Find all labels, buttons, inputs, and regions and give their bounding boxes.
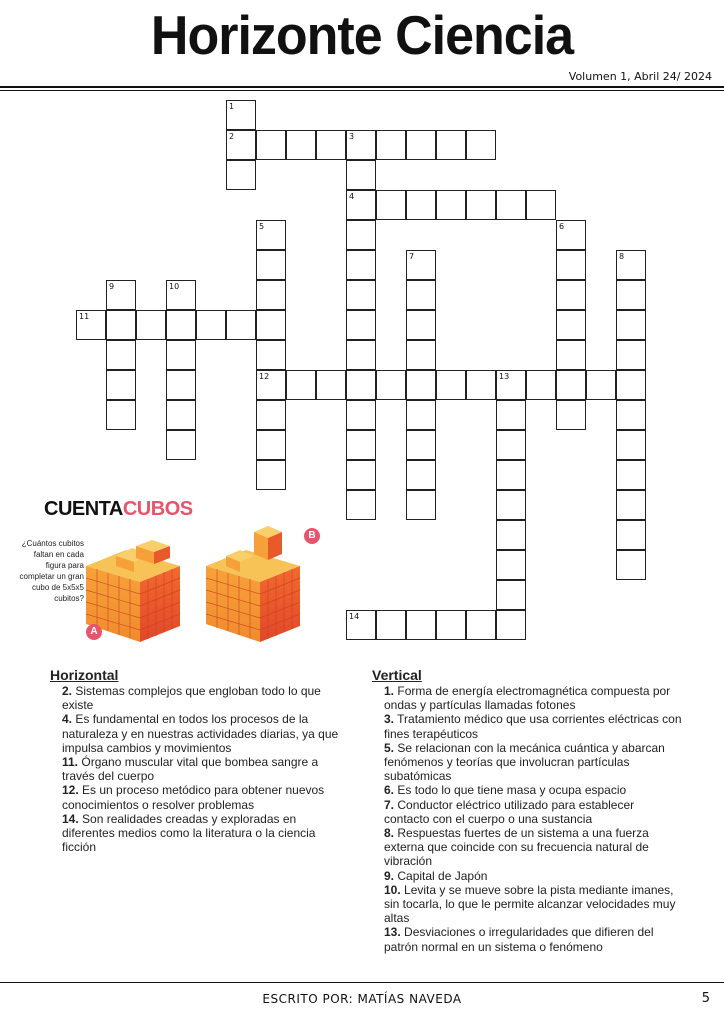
clue-number-label: 1 [229,102,235,111]
crossword-cell[interactable] [436,130,466,160]
page-number: 5 [701,991,710,1006]
horizontal-clue-list [50,684,350,854]
cube-figure-b [206,526,300,642]
clue-item [62,755,350,783]
clue-text: Órgano muscular vital que bombea sangre a través del cuerpo [62,755,319,784]
clue-text: Levita y se mueve sobre la pista mediante imanes, sin tocarla, lo que le permite alcanzar velocidades muy altas [384,882,676,926]
crossword-cell[interactable] [256,310,286,340]
clue-number-label: 4 [349,192,355,201]
crossword-cell[interactable] [466,610,496,640]
vertical-heading: Vertical [372,667,422,683]
crossword-cell[interactable] [406,610,436,640]
clue-item [62,712,350,755]
clue-number-label: 7 [409,252,415,261]
crossword-cell[interactable] [556,280,586,310]
clue-number: 9. [384,868,395,883]
crossword-cell[interactable] [556,340,586,370]
crossword-cell[interactable] [466,190,496,220]
crossword-cell[interactable] [376,610,406,640]
crossword-cell[interactable] [616,340,646,370]
crossword-cell[interactable] [166,370,196,400]
crossword-cell[interactable] [436,610,466,640]
crossword-cell[interactable] [346,370,376,400]
clue-number: 2. [62,684,73,698]
crossword-cell[interactable] [166,430,196,460]
clue-number-label: 10 [169,282,180,291]
clue-number: 8. [384,826,395,841]
crossword-cell[interactable] [346,250,376,280]
crossword-cell[interactable] [106,340,136,370]
clue-number-label: 2 [229,132,235,141]
clue-number: 7. [384,797,395,812]
clue-number: 11. [62,755,79,770]
clue-number-label: 11 [79,312,90,321]
clue-number: 3. [384,712,395,727]
crossword-cell[interactable] [106,370,136,400]
crossword-cell[interactable] [496,550,526,580]
crossword-cell[interactable] [406,190,436,220]
crossword-cell[interactable] [286,370,316,400]
clue-item [62,812,350,855]
clue-number-label: 5 [259,222,265,231]
crossword-cell[interactable] [256,340,286,370]
crossword-cell[interactable] [436,370,466,400]
crossword-cell[interactable] [346,340,376,370]
crossword-cell[interactable] [346,460,376,490]
crossword-cell[interactable] [556,310,586,340]
horizontal-heading: Horizontal [50,667,119,683]
crossword-cell[interactable] [496,580,526,610]
crossword-cell[interactable] [496,520,526,550]
masthead [0,0,724,70]
crossword-cell[interactable] [466,130,496,160]
crossword-cell[interactable] [616,370,646,400]
horizontal-clues [50,667,350,854]
issue-date: Volumen 1, Abril 24/ 2024 [568,70,712,83]
crossword-cell[interactable] [616,310,646,340]
crossword-cell[interactable] [406,400,436,430]
crossword-cell[interactable] [556,250,586,280]
crossword-cell[interactable] [616,400,646,430]
crossword-cell[interactable] [496,190,526,220]
clue-number-label: 13 [499,372,510,381]
crossword-cell[interactable] [256,400,286,430]
crossword-cell[interactable] [496,400,526,430]
clue-item [384,925,682,953]
crossword-cell[interactable] [466,370,496,400]
crossword-cell[interactable] [106,400,136,430]
crossword-cell[interactable] [556,400,586,430]
clue-text: Son realidades creadas y exploradas en diferentes medios como la literatura o la ciencia ficción [62,811,316,855]
crossword-cell[interactable] [286,130,316,160]
publication-title: Horizonte Ciencia [150,5,574,67]
cuentacubos-title [44,498,193,521]
crossword-cell[interactable] [256,460,286,490]
badge-b: B [304,528,320,544]
crossword-cell[interactable] [406,460,436,490]
clue-item [384,684,682,712]
clue-number: 14. [62,811,79,826]
clue-text: Sistemas complejos que engloban todo lo que existe [62,684,321,713]
clue-item [384,741,682,784]
crossword-cell[interactable] [226,160,256,190]
crossword-cell[interactable] [586,370,616,400]
clue-number: 10. [384,882,401,897]
clue-text: Tratamiento médico que usa corrientes eléctricas con fines terapéuticos [384,712,682,741]
crossword-cell[interactable] [316,370,346,400]
crossword-cell[interactable] [616,430,646,460]
clue-number-label: 8 [619,252,625,261]
crossword-cell[interactable] [256,430,286,460]
clue-text: Es fundamental en todos los procesos de la naturaleza y en nuestras actividades diarias, ya que impulsa cambios y movimientos [62,712,339,755]
clue-number-label: 12 [259,372,270,381]
crossword-cell[interactable] [346,280,376,310]
crossword-cell[interactable] [256,250,286,280]
crossword-cell[interactable] [616,460,646,490]
clue-item [384,798,682,826]
crossword-cell[interactable] [496,490,526,520]
crossword-cell[interactable] [406,370,436,400]
crossword-cell[interactable] [616,550,646,580]
crossword-cell[interactable] [346,400,376,430]
cuentacubos-title-part2: CUBOS [122,498,193,520]
vertical-clues [372,667,682,954]
header-rule-top [0,86,724,88]
crossword-cell[interactable] [496,430,526,460]
clue-item [62,783,350,811]
crossword-cell[interactable] [376,190,406,220]
clue-text: Forma de energía electromagnética compuesta por ondas y partículas llamadas fotones [384,684,671,713]
clue-number-label: 6 [559,222,565,231]
cuentacubos-question: ¿Cuántos cubitos faltan en cada figura para completar un gran cubo de 5x5x5 cubitos? [19,539,84,603]
clue-text: Es un proceso metódico para obtener nuevos conocimientos o resolver problemas [62,783,325,812]
clue-number-label: 9 [109,282,115,291]
clue-item [384,883,682,926]
clue-text: Es todo lo que tiene masa y ocupa espacio [397,783,627,798]
clue-text: Capital de Japón [397,868,488,883]
byline: ESCRITO POR: MATÍAS NAVEDA [262,992,462,1006]
header-rule-bottom [0,90,724,91]
crossword-cell[interactable] [526,370,556,400]
crossword-cell[interactable] [196,310,226,340]
clue-number: 6. [384,783,395,798]
crossword-cell[interactable] [406,490,436,520]
crossword-cell[interactable] [166,310,196,340]
clue-number-label: 3 [349,132,355,141]
crossword-cell[interactable] [136,310,166,340]
crossword-cell[interactable] [256,130,286,160]
clue-text: Se relacionan con la mecánica cuántica y abarcan fenómenos y teorías que involucran partículas subatómicas [384,740,665,784]
crossword-cell[interactable] [556,370,586,400]
clue-item [384,783,682,797]
clue-number: 12. [62,783,79,798]
crossword-cell[interactable] [256,280,286,310]
clue-item [384,712,682,740]
clue-item [384,869,682,883]
cube-figures [76,520,326,650]
crossword-cell[interactable] [496,610,526,640]
crossword-cell[interactable] [436,190,466,220]
clue-number: 4. [62,712,73,727]
crossword-cell[interactable] [496,460,526,490]
crossword-cell[interactable] [376,130,406,160]
crossword-cell[interactable] [406,310,436,340]
footer [0,988,724,1012]
crossword-cell[interactable] [406,280,436,310]
crossword-cell[interactable] [526,190,556,220]
clue-number: 1. [384,684,395,698]
clue-number-label: 14 [349,612,360,621]
crossword-cell[interactable] [346,310,376,340]
crossword-cell[interactable] [106,310,136,340]
crossword-cell[interactable] [616,490,646,520]
crossword-cell[interactable] [166,340,196,370]
crossword-cell[interactable] [346,430,376,460]
cuentacubos-title-part1: CUENTA [44,498,123,520]
clue-number: 13. [384,925,401,940]
clue-text: Desviaciones o irregularidades que difieren del patrón normal en un sistema o fenómeno [384,925,654,954]
clue-text: Respuestas fuertes de un sistema a una fuerza externa que coincide con su frecuencia natural de vibración [384,826,649,869]
crossword-cell[interactable] [166,400,196,430]
clue-text: Conductor eléctrico utilizado para establecer contacto con el cuerpo o una sustancia [384,797,635,826]
footer-rule [0,982,724,983]
clue-number: 5. [384,740,395,755]
crossword-cell[interactable] [346,160,376,190]
clue-item [384,826,682,869]
crossword-cell[interactable] [376,370,406,400]
clue-item [62,684,350,712]
crossword-cell[interactable] [316,130,346,160]
crossword-cell[interactable] [406,130,436,160]
badge-a: A [86,624,102,640]
crossword-cell[interactable] [406,340,436,370]
crossword-cell[interactable] [616,280,646,310]
crossword-cell[interactable] [346,490,376,520]
crossword-cell[interactable] [346,220,376,250]
crossword-cell[interactable] [616,520,646,550]
crossword-cell[interactable] [226,310,256,340]
crossword-cell[interactable] [406,430,436,460]
vertical-clue-list [372,684,682,954]
